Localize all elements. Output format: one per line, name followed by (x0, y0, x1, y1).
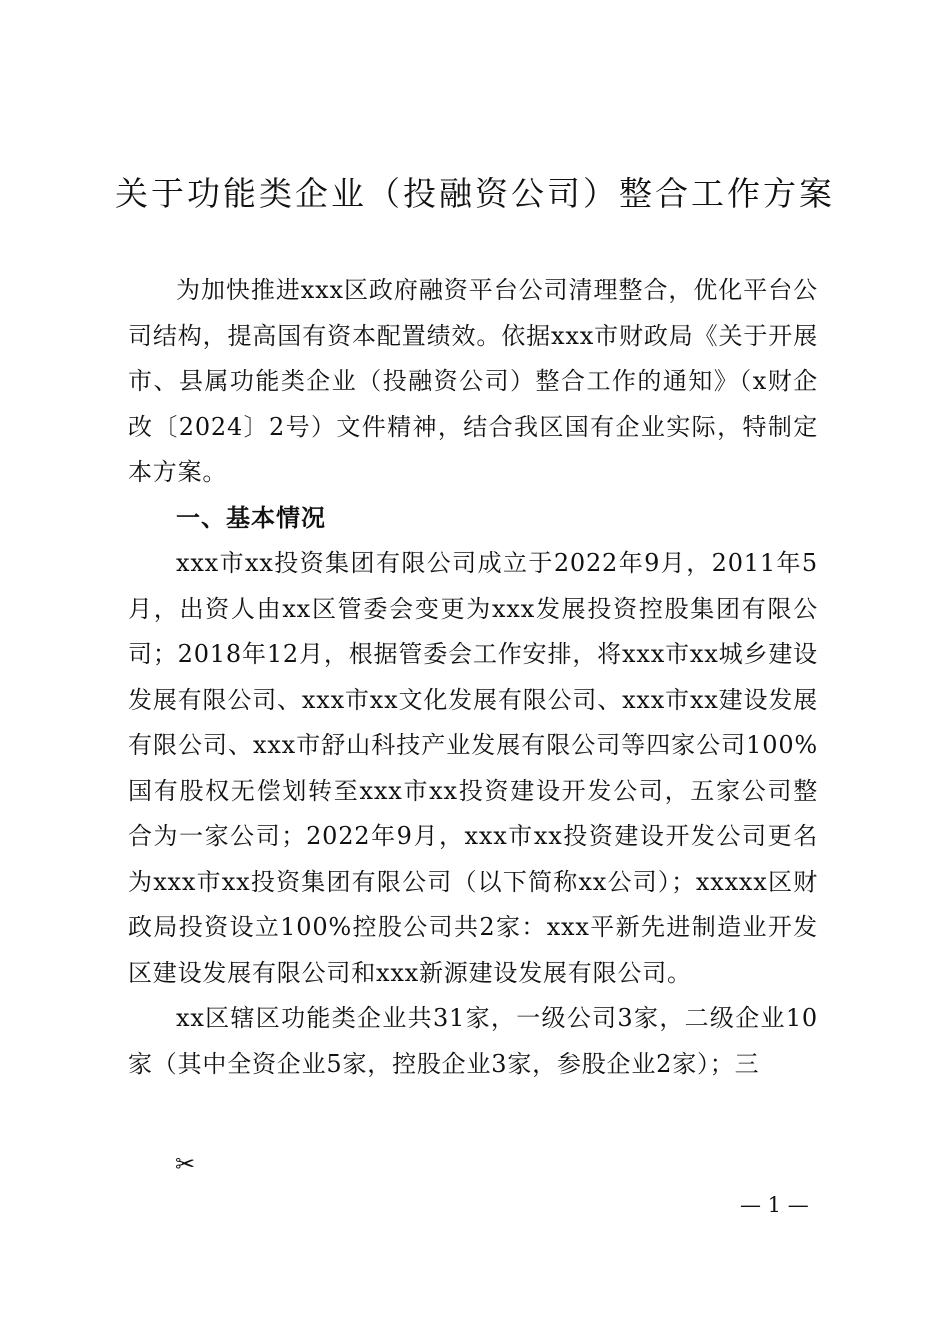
document-body (128, 268, 818, 1087)
section-heading-basic-situation: 一、基本情况 (176, 503, 326, 532)
document-title: 关于功能类企业（投融资公司）整合工作方案 (115, 174, 835, 213)
scissors-icon: ✂ (175, 1150, 196, 1178)
page-number: — 1 — (740, 1193, 809, 1217)
section-1-paragraph-2: xx区辖区功能类企业共31家，一级公司3家，二级企业10家（其中全资企业5家，控股企业3家，参股企业2家）；三 (128, 1004, 818, 1078)
section-1-paragraph-1: xxx市xx投资集团有限公司成立于2022年9月，2011年5月，出资人由xx区管委会变更为xxx发展投资控股集团有限公司；2018年12月，根据管委会工作安排，将xxx市xx城乡建设发展有限公司、xxx市xx文化发展有限公司、xxx市xx建设发展有限公司、xxx市舒山科技产业发展有限公司等四家公司100%国有股权无偿划转至xxx市xx投资建设开发公司，五家公司整合为一家公司；2022年9月，xxx市xx投资建设开发公司更名为xxx市xx投资集团有限公司（以下简称xx公司）；xxxxx区财政局投资设立100%控股公司共2家：xxx平新先进制造业开发区建设发展有限公司和xxx新源建设发展有限公司。 (128, 549, 818, 987)
intro-paragraph: 为加快推进xxx区政府融资平台公司清理整合，优化平台公司结构，提高国有资本配置绩效。依据xxx市财政局《关于开展市、县属功能类企业（投融资公司）整合工作的通知》（x财企改〔2024〕2号）文件精神，结合我区国有企业实际，特制定本方案。 (128, 276, 818, 486)
